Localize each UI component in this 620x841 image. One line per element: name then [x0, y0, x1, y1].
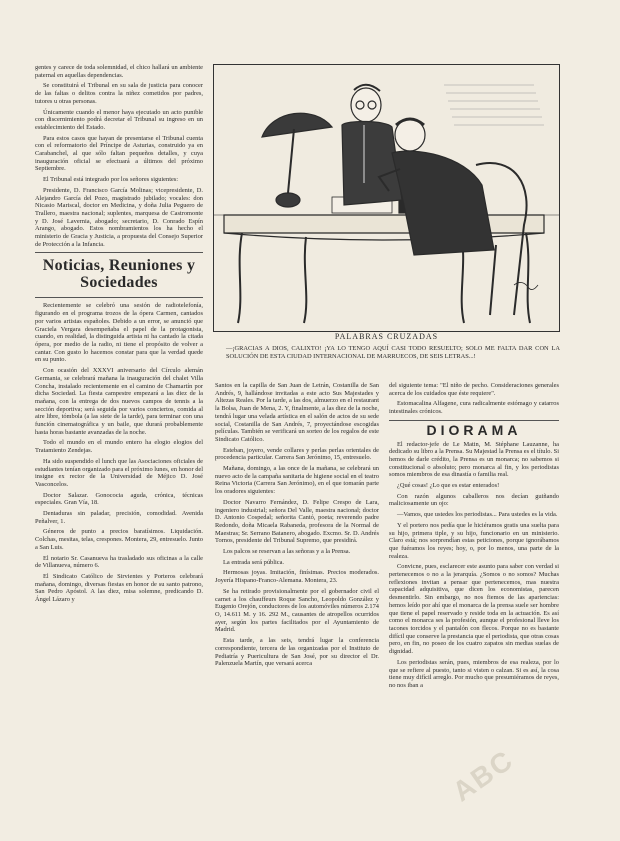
article-paragraph: gentes y carece de toda solemnidad, el chico hallará un ambiente paternal en aquellas dependencias.: [35, 64, 203, 79]
news-item: Mañana, domingo, a las once de la mañana, se celebrará un nuevo acto de la campaña sanitaria de higiene social en el teatro Reina Victoria (Carrera San Jerónimo), en el que tomarán parte los oradores siguientes:: [215, 465, 379, 496]
news-item: Doctor Salazar. Gonococia aguda, crónica, técnicas especiales. Gran Vía, 18.: [35, 491, 203, 507]
section-title-diorama: DIORAMA: [426, 421, 522, 438]
news-item: El notario Sr. Casanueva ha trasladado sus oficinas a la calle de Villanueva, número 6.: [35, 554, 203, 570]
news-item: Géneros de punto a precios baratísimos. Liquidación. Colchas, mesitas, telas, crespones. Montera, 29, entresuelo. Junto a San Luis.: [35, 528, 203, 551]
news-item: Doctor Navarro Fernández, D. Felipe Crespo de Lara, ingeniero industrial; señora Del Valle, maestra nacional; doctor D. Antonio Cospedal; señorita Cantó, poeta; reverendo padre Redondo, doña Micaela Rabaneda, profesora de la Normal de Maestras; Sr. Serrano Batanero, abogado. Excmo. Sr. D. Andrés Tornos, presidente del Tribunal Supremo, que presidirá.: [215, 498, 379, 545]
left-column: [35, 64, 203, 839]
article-paragraph: Presidente, D. Francisco García Molinas; vicepresidente, D. Alejandro García del Pozo, magistrado jubilado; vocales: don Nicasio Mariscal, doctor en Medicina, y doña Julia Peguero de Trallero, maestra nacional; suplentes, marquesa de Castromonte y D. José Lavernia, abogado; secretario, D. Conrado Espín Arango, abogado. Estos nombramientos los ha hecho el ministerio de Gracia y Justicia, a propuesta del Consejo Superior de Protección a la Infancia.: [35, 186, 203, 248]
news-item: Con ocasión del XXXVI aniversario del Círculo alemán Germania, se celebrará mañana la inauguración del chalet Villa Concha, instalado recientemente en el camino de Chamartín por dicha Sociedad. La fiesta campestre empezará a las diez de la mañana, con la entrega de dos nuevos campos de tennis a la sección deportiva; será seguida por varios conciertos, comida al aire libre, tómbola (a las siete de la tarde), para terminar con una función cinematográfica y un baile, que durará probablemente hasta horas bastante avanzadas de la noche.: [35, 367, 203, 436]
divider: [389, 420, 559, 421]
news-item: del siguiente tema: "El niño de pecho. Consideraciones generales acerca de los cuidados que éste requiere".: [389, 382, 559, 397]
news-item: Esta tarde, a las seis, tendrá lugar la conferencia correspondiente, tercera de las organizadas por el Instituto de Pediatría y Puericultura de San José, por su director el Dr. Palenzuela Martín, que versará acerca: [215, 637, 379, 668]
article-paragraph: Y el portero nos pedía que le hiciéramos gratis una suelta para su hijo, primera tiple, y su hijo, funcionario en un ministerio. Claro está; nos sorprendían estas peticiones, porque ignorábamos que fuéramos los reyes; hoy, o, por lo menos, una parte de la realeza.: [389, 521, 559, 560]
cartoon-drawing: [214, 65, 559, 331]
cartoon-caption: —¡GRACIAS A DIOS, CALIXTO! ¡YA LO TENGO AQUÍ CASI TODO RESUELTO; SOLO ME FALTA DAR CON LA SOLUCIÓN DE ESTA CIUDAD INTERNACIONAL DE MARRUECOS, DE SEIS LETRAS...!: [226, 345, 560, 361]
news-item: Los palcos se reservan a las señoras y a la Prensa.: [223, 548, 351, 556]
news-item: Todo el mundo en el mundo entero ha elogio elogios del Tratamiento Zendejas.: [35, 439, 203, 455]
news-item: La entrada será pública.: [223, 558, 285, 566]
article-paragraph: —Vamos, que ustedes los periodistas... Para ustedes es la vida.: [397, 511, 558, 519]
news-item: El Sindicato Católico de Sirvientes y Porteros celebrará mañana, domingo, diversas fiestas en honor de su santo patrono, San Pedro Apóstol. A las diez, misa solemne, predicando D. Ángel Lázaro y: [35, 572, 203, 604]
article-paragraph: ¿Qué cosas! ¿Lo que es estar enterados!: [397, 482, 500, 490]
cartoon-illustration: [213, 64, 560, 332]
watermark-abc-4: ABC: [446, 743, 520, 808]
middle-column: [215, 382, 379, 839]
article-paragraph: El redactor-jefe de Le Matin, M. Stéphane Lauzanne, ha dedicado su libro a la Prensa. Su Majestad la Prensa es el título. Si hemos de darle crédito, la Prensa es un monarca; no sabemos si constitucional o absoluto; pero monarca al fin, y los periodistas somos miembros de esa dinastía o familia real.: [389, 440, 559, 479]
article-paragraph: Con razón algunos caballeros nos decían guiñando maliciosamente un ojo:: [389, 492, 559, 508]
news-item: Esteban, joyero, vende collares y perlas perlas orientales de procedencia particular. Carrera San Jerónimo, 15, entresuelo.: [215, 446, 379, 462]
article-paragraph: Únicamente cuando el menor haya ejecutado un acto punible con discernimiento podrá decretar el Tribunal su ingreso en un establecimiento del Estado.: [35, 108, 203, 131]
cartoon-title: PALABRAS CRUZADAS: [334, 332, 439, 341]
news-item: Se ha retirado provisionalmente por el gobernador civil el carnet a los chauffeurs Roque Sancho, Leopoldo González y Eugenio Orejón, conductores de los automóviles números 2.174 O, 14.611 M. y 16. 292 M., causantes de atropellos ocurridos ayer, según los partes facilitados por el Ayuntamiento de Madrid.: [215, 587, 379, 634]
news-item: Hermosas joyas. Imitación, finísimas. Precios moderados. Joyería Hispano-Franco-Alemana. Montera, 23.: [215, 569, 379, 585]
news-item: Recientemente se celebró una sesión de radiotelefonía, figurando en el programa trozos de la ópera Carmen, cantados por varios artistas españoles. Debido a un error, se anunció que Graciela Vergara desempeñaba el papel de la protagonista, cuando, en realidad, la distinguida artista ni ha cantado la citada ópera, por medio de la radio, ni tiene el propósito de volver a cantar. Con gusto lo hacemos constar para que la verdad quede en su punto.: [35, 302, 203, 364]
news-item: Estomacalina Alfagene, cura radicalmente estómago y catarros intestinales crónicos.: [389, 400, 559, 416]
divider: [35, 297, 203, 298]
news-item: Santos en la capilla de San Juan de Letrán, Costanilla de San Andrés, 9, hallándose invitadas a este acto Sus Majestades y Altezas Reales. Por la tarde, a las dos, almuerzo en el restaurant la Bolsa, Juan de Mena, 2. Y, finalmente, a las diez de la noche, tendrá lugar una velada artística en el salón de actos de su sede social, Costanilla de San Andrés, 7, proyectándose escogidas películas. También se verificará un sorteo de los regalos de este Sindicato Católico.: [215, 382, 379, 443]
article-paragraph: El Tribunal está integrado por los señores siguientes:: [43, 176, 179, 184]
news-item: Ha sido suspendido el lunch que las Asociaciones oficiales de estudiantes tenían organizado para el próximo lunes, en honor del insigne ex rector de la Universidad de Méjico D. José Vasconcelos.: [35, 457, 203, 488]
article-paragraph: Se constituirá el Tribunal en su sala de justicia para conocer de las faltas o delitos contra la niñez cometidos por padres, tutores u otras personas.: [35, 82, 203, 105]
news-item: Dentaduras sin paladar, precisión, comodidad. Avenida Peñalver, 1.: [35, 510, 203, 525]
article-paragraph: Los periodistas serán, pues, miembros de esa realeza, por lo que se refiere al puesto, tanto si visten o calzan. Si es así, la cosa tiene muy difícil arreglo. Por mucho que presumiéramos de reyes, no nos iban a: [389, 658, 559, 689]
divider: [35, 252, 203, 253]
article-paragraph: Para estos casos que hayan de presentarse el Tribunal cuenta con el reformatorio del Príncipe de Asturias, construido ya en Carabanchel, al que sólo faltan pequeños detalles, y cuya inauguración oficial se efectuará a últimos del próximo Septiembre.: [35, 134, 203, 173]
right-column: [389, 382, 559, 839]
section-heading: Noticias, Reuniones y Sociedades: [42, 257, 196, 292]
article-paragraph: Convicne, pues, esclarecer este asunto para saber con verdad si pertenecemos o no a la jerarquía. ¿Somos o no somos? Muchas reflexiones invitan a pensar que pertenecemos, mas nuestra capacidad adquisitiva, que dicen los economistas, parecen desmentirlo. Sin embargo, no nos fiemos de las apariencias: hemos leído por ahí que el monarca de la prensa suele ser hombre que tiene el papel reservado y reside toda en la actuación. Es así como el monarca ses la profesión, aunque el profesional lleve los tacones torcidos y el pantalón con flecos. Porque no es bastante difícil que conserve la prestancia que el periodista, que otras cosas pero, en fin, no poseo de los cuatro zapatos sin medias suelas de dignidad.: [389, 563, 559, 656]
